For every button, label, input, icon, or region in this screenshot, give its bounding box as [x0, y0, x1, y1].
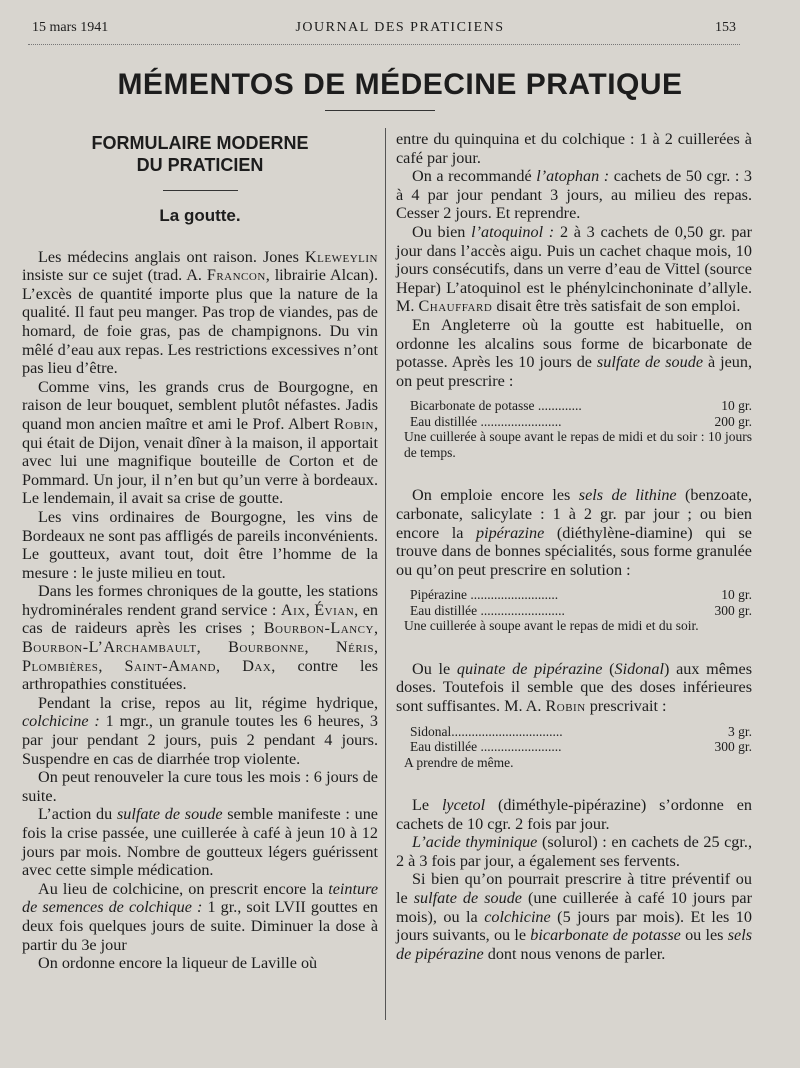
left-text [22, 248, 378, 973]
paragraph: L’acide thyminique (solurol) : en cachets de 25 cgr., 2 à 3 fois par jour, a également ses fervents. [396, 833, 752, 870]
right-text-3 [396, 660, 752, 716]
section-heading-line2: DU PRATICIEN [136, 155, 264, 175]
paragraph: On peut renouveler la cure tous les mois : 6 jours de suite. [22, 768, 378, 805]
paragraph: En Angleterre où la goutte est habituelle, on ordonne les alcalins sous forme de bicarbonate de potasse. Après les 10 jours de sulfate de soude à jeun, on peut prescrire : [396, 315, 752, 390]
paragraph: Comme vins, les grands crus de Bourgogne, en raison de leur bouquet, semblent plutôt néfastes. Jadis quand mon ancien maître et ami le Prof. Albert Robin, qui était de Dijon, venait dîner à la maison, il apportait avec lui une magnifique bouteille de Corton et de Pommard. Un jour, il n’en but qu’un verre à bordeaux. Le lendemain, il avait sa crise de goutte. [22, 377, 378, 508]
right-text-4 [396, 796, 752, 963]
prescription-note: Une cuillerée à soupe avant le repas de midi et du soir. [404, 618, 699, 634]
title-rule [325, 110, 435, 111]
paragraph: On ordonne encore la liqueur de Laville où [38, 954, 318, 973]
section-heading [22, 132, 378, 176]
page-number: 153 [715, 20, 736, 35]
running-header [0, 20, 800, 40]
right-column [396, 130, 752, 963]
paragraph: Si bien qu’on pourrait prescrire à titre préventif ou le sulfate de soude (une cuillerée à café 10 jours par mois), ou la colchicine (5 jours par mois). Et les 10 jours suivants, ou le bicarbonate de potasse ou les sels de pipérazine dont nous venons de parler. [396, 870, 752, 963]
paragraph: entre du quinquina et du colchique : 1 à 2 cuillerées à café par jour. [396, 130, 752, 167]
paragraph: Ou bien l’atoquinol : 2 à 3 cachets de 0,50 gr. par jour dans l’accès aigu. Puis un cachet chaque mois, 10 jours consécutifs, dans un verre d’eau de Vittel (source Hepar) L’atoquinol est le phénylcinchoninate d’allyle. M. Chauffard disait être très satisfait de son emploi. [396, 222, 752, 316]
prescription-line: Sidonal................................. 3 gr. [410, 723, 752, 739]
section-rule [163, 190, 238, 191]
prescription-line: Eau distillée ........................ 300 gr. [410, 739, 752, 755]
paragraph: Le lycetol (diméthyle-pipérazine) s’ordonne en cachets de 10 cgr. 2 fois par jour. [396, 796, 752, 833]
paragraph: Les médecins anglais ont raison. Jones Kleweylin insiste sur ce sujet (trad. A. Francon, librairie Alcan). L’excès de quantité importe plus que la nature de la qualité. Il faut peu manger. Pas trop de viandes, pas de homard, de foie gras, pas de champignons. Du vin mêlé d’eau aux repas. Les restrictions excessives n’ont pas lieu d’être. [22, 247, 378, 378]
prescription-2 [404, 587, 752, 634]
left-column [22, 130, 378, 973]
paragraph: Dans les formes chroniques de la goutte, les stations hydrominérales rendent grand service : Aix, Évian, en cas de raideurs après les crises ; Bourbon-Lancy, Bourbon-L’Archambault, Bourbonne, Néris, Plombières, Saint-Amand, Dax, contre les arthropathies constituées. [22, 582, 379, 694]
prescription-3 [404, 723, 752, 771]
paragraph: Pendant la crise, repos au lit, régime hydrique, colchicine : 1 mgr., un granule toutes les 6 heures, 3 par jour pendant 2 jours, puis 2 pendant 4 jours. Suspendre en cas de diarrhée trop violente. [22, 693, 378, 768]
section-heading-line1: FORMULAIRE MODERNE [91, 133, 309, 153]
column-divider [385, 128, 386, 1020]
paragraph: Au lieu de colchicine, on prescrit encore la teinture de semences de colchique : 1 gr., soit LVII gouttes en deux fois quelques jours de suite. Diminuer la dose à partir du 3e jour [22, 879, 379, 954]
prescription-1 [404, 398, 752, 460]
right-text-1 [396, 130, 752, 390]
paragraph: On a recommandé l’atophan : cachets de 50 cgr. : 3 à 4 par jour pendant 3 jours, au milieu des repas. Cesser 2 jours. Et reprendre. [396, 167, 753, 223]
paragraph: L’action du sulfate de soude semble manifeste : une fois la crise passée, une cuillerée à café à jeun 10 à 12 jours par mois. Nombre de goutteux légers guérissent avec cette simple médication. [22, 805, 378, 880]
prescription-line: Eau distillée ........................ 200 gr. [410, 413, 752, 429]
article-subtitle: La goutte. [159, 206, 241, 225]
prescription-note: A prendre de même. [404, 754, 514, 770]
header-journal: JOURNAL DES PRATICIENS [295, 20, 505, 35]
prescription-line: Bicarbonate de potasse ............. 10 gr. [410, 398, 752, 414]
header-rule [28, 44, 740, 45]
paragraph: Ou le quinate de pipérazine (Sidonal) aux mêmes doses. Toutefois il semble que des doses inférieures sont suffisantes. M. A. Robin prescrivait : [396, 659, 753, 715]
paragraph: On emploie encore les sels de lithine (benzoate, carbonate, salicylate : 1 à 2 gr. par jour ; ou bien encore la pipérazine (diéthylène-diamine) qui se trouve dans de bonnes spécialités, sous forme granulée ou qu’on peut prescrire en solution : [396, 486, 752, 579]
prescription-line: Pipérazine .......................... 10 gr. [410, 587, 752, 603]
prescription-note: Une cuillerée à soupe avant le repas de midi et du soir : 10 jours de temps. [404, 429, 752, 460]
right-text-2 [396, 486, 752, 579]
prescription-line: Eau distillée ......................... 300 gr. [410, 602, 752, 618]
header-date: 15 mars 1941 [32, 20, 109, 35]
paragraph: Les vins ordinaires de Bourgogne, les vins de Bordeaux ne sont pas affligés de pareils inconvénients. Le goutteux, avant tout, doit être l’homme de la mesure : le juste milieu en tout. [22, 507, 378, 582]
page-title: MÉMENTOS DE MÉDECINE PRATIQUE [117, 68, 683, 101]
